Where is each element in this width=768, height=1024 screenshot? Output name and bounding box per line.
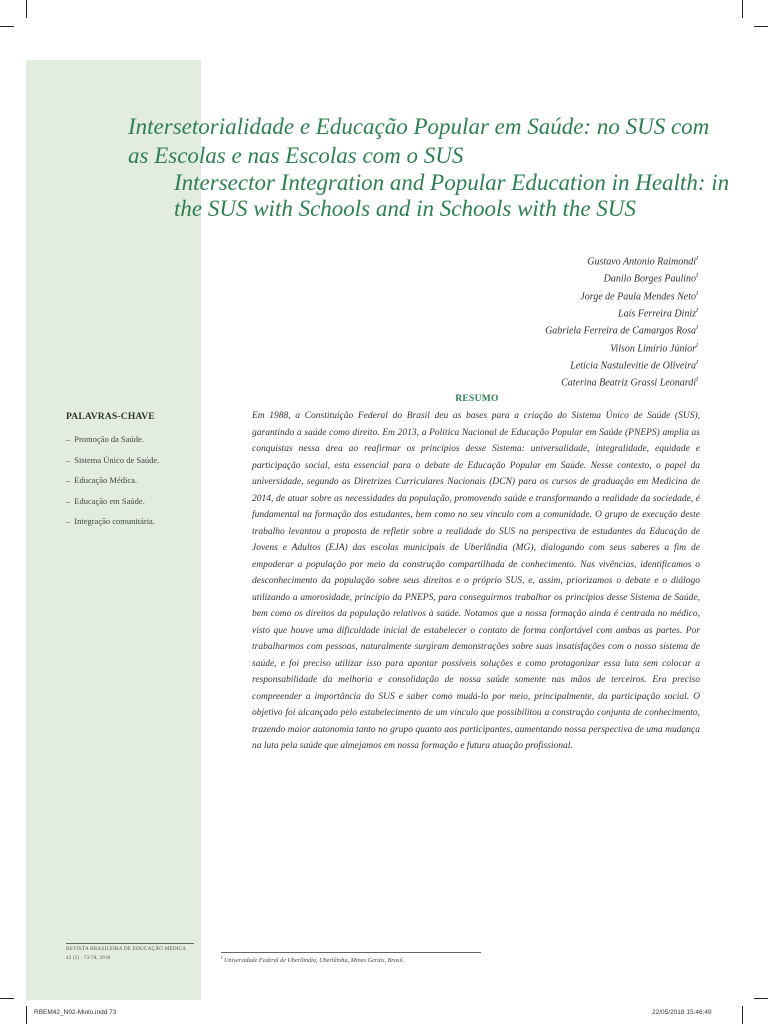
author: Letícia Nastulevitie de Oliveira$^I$ <box>570 359 698 372</box>
crop-mark <box>26 0 27 18</box>
abstract-heading: RESUMO <box>455 394 499 404</box>
keywords-heading: PALAVRAS-CHAVE <box>66 412 155 422</box>
crop-mark <box>26 1006 27 1024</box>
crop-mark <box>754 26 768 27</box>
keyword-item: – Educação Médica. <box>66 475 138 486</box>
keyword-item: – Promoção da Saúde. <box>66 434 144 444</box>
title-english: Intersector Integration and Popular Education in Health: in the SUS with Schools and in Schools with the SUS <box>174 170 730 221</box>
author: Jorge de Paula Mendes Neto$^I$ <box>580 290 698 302</box>
keyword-item: – Sistema Único de Saúde. <box>66 454 160 465</box>
print-slug-datetime: 22/05/2018 15:46:49 <box>652 1009 712 1016</box>
title-portuguese: Intersetorialidade e Educação Popular em Saúde: no SUS com as Escolas e nas Escolas com o SUS <box>128 114 710 168</box>
keyword-item: – Integração comunitária. <box>66 516 155 527</box>
author: Caterina Beatriz Grassi Leonardi$^I$ <box>561 377 698 389</box>
author: Gabriela Ferreira de Camargos Rosa$^I$ <box>545 325 698 337</box>
keyword-item: – Educação em Saúde. <box>66 495 145 506</box>
journal-volume: 42 (2) : 73-78; 2018 <box>66 956 111 961</box>
crop-mark <box>742 0 743 18</box>
crop-mark <box>0 998 14 999</box>
author: Danilo Borges Paulino$^I$ <box>603 273 698 285</box>
journal-name: REVISTA BRASILEIRA DE EDUCAÇÃO MÉDICA <box>66 946 187 952</box>
author: Vilson Limírio Júnior$^I$ <box>610 342 698 354</box>
author: Gustavo Antonio Raimondi$^I$ <box>587 256 698 268</box>
journal-footer <box>66 943 194 961</box>
author-list <box>545 252 698 391</box>
affiliation-footnote: $^I$ Universidade Federal de Uberlândia, Uberlândia, Minas Gerais, Brasil. <box>221 952 481 964</box>
author: Laís Ferreira Diniz$^I$ <box>618 307 698 320</box>
abstract-body: Em 1988, a Constituição Federal do Brasil deu as bases para a criação do Sistema Único de Saúde (SUS), garantindo a saúde como direito. Em 2013, a Política Nacional de Educação Popular em Saúde (PNEPS) amplia as conquistas nessa área ao reafirmar os princípios desse Sistema: universalidade, integralidade, equidade e participação social, esta essencial para o debate de Educação Popular em Saúde. Nesse contexto, o papel da universidade, segundo as Diretrizes Curriculares Nacionais (DCN) para os cursos de graduação em Medicina de 2014, de atuar sobre as necessidades da população, promovendo saúde e transformando a realidade da sociedade, é fundamental na formação dos estudantes, bem como no seu vínculo com a comunidade. O grupo de execução deste trabalho levantou a proposta de refletir sobre a realidade do SUS na perspectiva de estudantes da Educação de Jovens e Adultos (EJA) das escolas municipais de Uberlândia (MG), dialogando com seus saberes a fim de empoderar a população por meio da construção compartilhada de conhecimento. Nas vivências, identificamos o desconhecimento da população sobre seus direitos e o próprio SUS, e, assim, priorizamos o debate e o diálogo utilizando a amorosidade, princípio da PNEPS, para conseguirmos trabalhar os princípios desse Sistema de Saúde, bem como os direitos da população relativos à saúde. Notamos que a nossa formação ainda é centrada no médico, visto que houve uma dificuldade inicial de estabelecer o contato de forma confortável com ambas as partes. Por trabalharmos com pessoas, naturalmente surgiram demonstrações sobre suas insatisfações com o nosso sistema de saúde, e foi preciso utilizar isso para apontar possíveis soluções e como protagonizar essa luta sem colocar a responsabilidade da melhoria e consolidação de nossa saúde somente nas mãos de terceiros. Era preciso compreender a importância do SUS e saber como mudá-lo por meio, principalmente, da participação social. O objetivo foi alcançado pelo estabelecimento de um vínculo que possibilitou a construção conjunta de conhecimento, trazendo maior autonomia tanto no grupo quanto aos participantes, aumentando nossa perspectiva de uma mudança na luta pela saúde que almejamos em nossa formação e futura atuação profissional. <box>252 411 700 751</box>
crop-mark <box>0 26 14 27</box>
keywords-list <box>66 434 159 537</box>
print-slug-file: RBEM42_N02-Miolo.indd 73 <box>34 1009 117 1016</box>
crop-mark <box>754 998 768 999</box>
crop-mark <box>742 1006 743 1024</box>
